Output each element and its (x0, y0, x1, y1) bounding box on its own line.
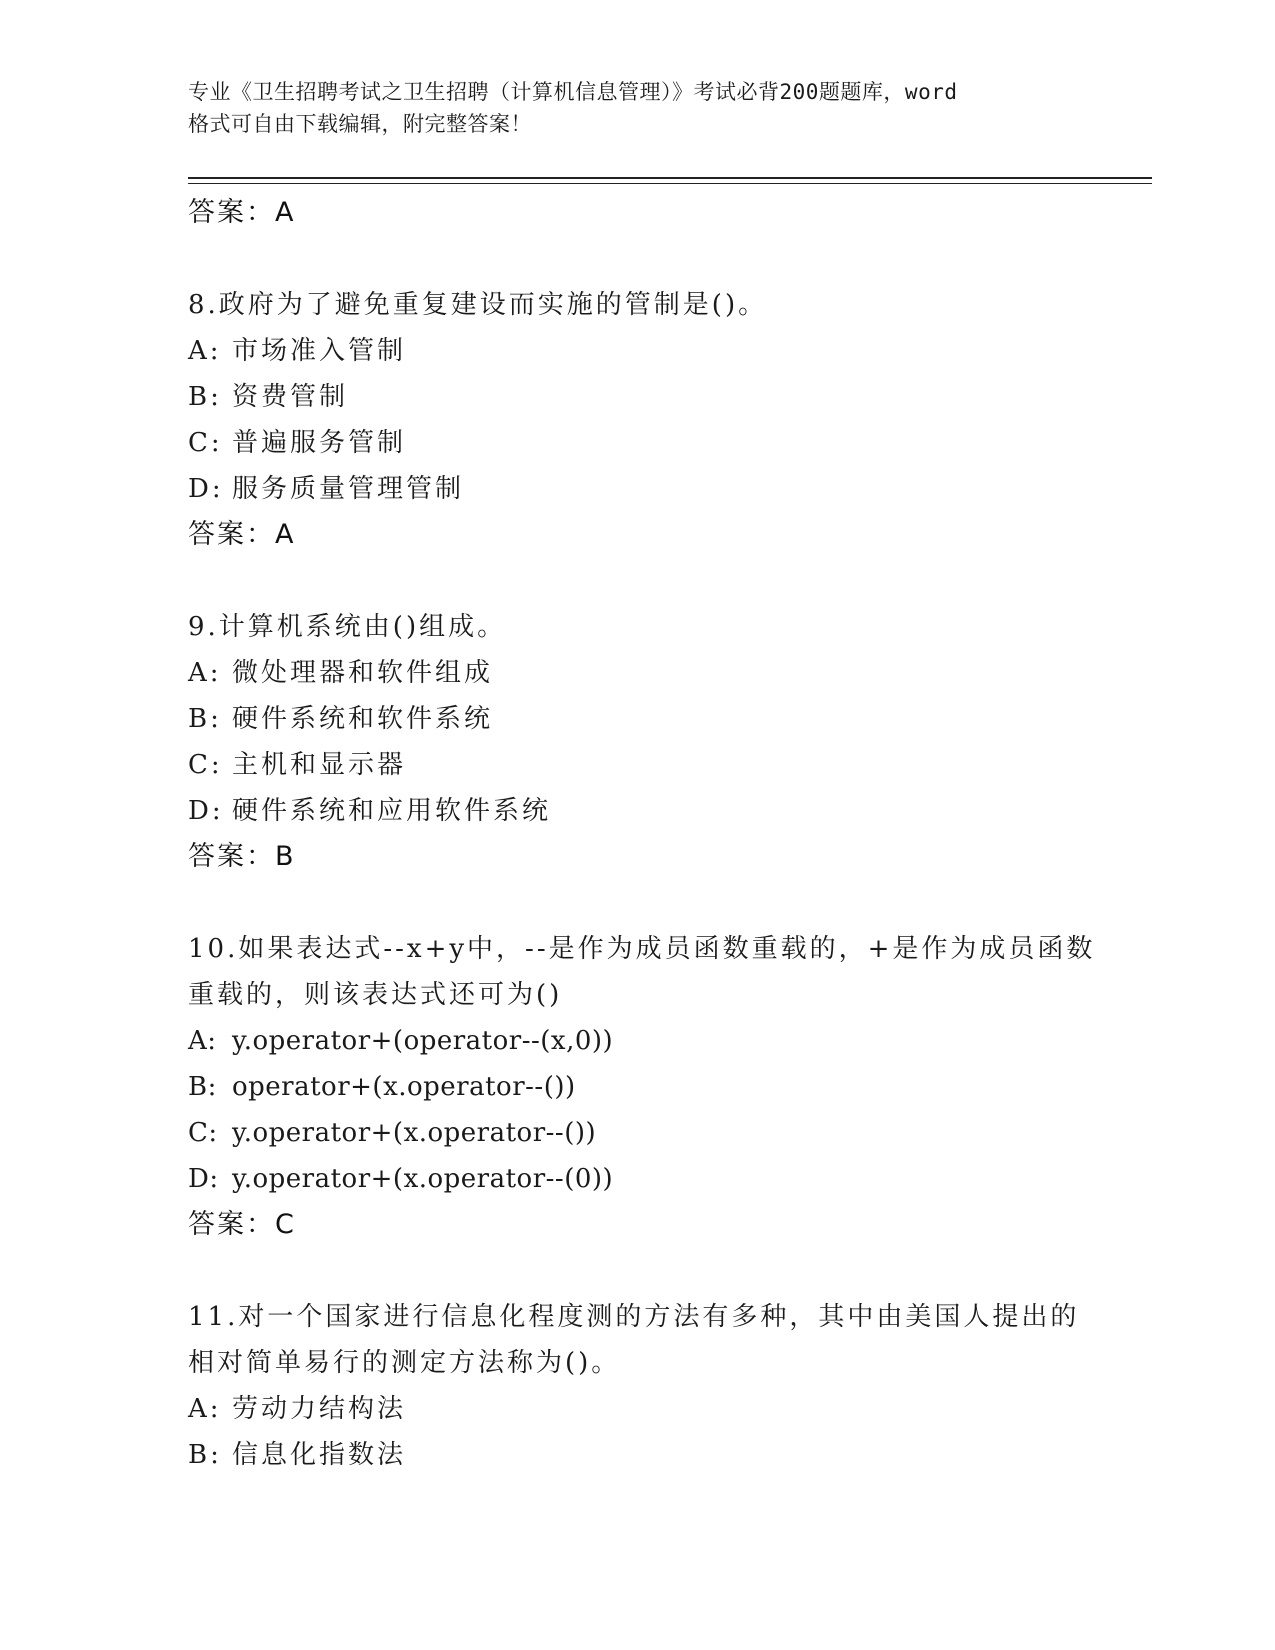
question-stem: 10.如果表达式--x+y中，--是作为成员函数重载的，+是作为成员函数 (188, 934, 1096, 964)
option-text: 微处理器和软件组成 (232, 658, 494, 688)
question-stem: 11.对一个国家进行信息化程度测的方法有多种，其中由美国人提出的 (188, 1302, 1080, 1332)
option-a (188, 328, 1088, 374)
option-text: 信息化指数法 (232, 1440, 407, 1470)
option-c (188, 420, 1088, 466)
question-8 (188, 282, 1088, 558)
option-text: operator+(x.operator--()) (232, 1072, 576, 1102)
option-key: C: (188, 1118, 218, 1148)
question-stem: 9.计算机系统由()组成。 (188, 612, 507, 642)
question-9 (188, 604, 1088, 880)
option-text: 主机和显示器 (232, 750, 407, 780)
answer-line: 答案：C (188, 1209, 296, 1240)
option-key: B: (188, 704, 222, 734)
option-a (188, 1018, 1088, 1064)
option-key: A: (188, 658, 222, 688)
option-c (188, 1110, 1088, 1156)
answer-line: 答案：A (188, 519, 296, 550)
question-list (188, 190, 1096, 1478)
question-stem: 8.政府为了避免重复建设而实施的管制是()。 (188, 290, 768, 320)
question-11 (188, 1294, 1088, 1478)
option-text: y.operator+(x.operator--(0)) (232, 1164, 614, 1194)
option-b (188, 374, 1088, 420)
answer-line: 答案：A (188, 197, 296, 228)
header-line-1: 专业《卫生招聘考试之卫生招聘（计算机信息管理）》考试必背200题题库，word (188, 80, 958, 104)
option-text: 资费管制 (232, 382, 349, 412)
question-stem-continued: 重载的，则该表达式还可为() (188, 980, 563, 1010)
option-key: D: (188, 796, 224, 826)
option-a (188, 1386, 1088, 1432)
header-divider-thin (188, 183, 1152, 184)
option-d (188, 788, 1088, 834)
spacer (188, 1248, 1088, 1294)
option-text: 硬件系统和软件系统 (232, 704, 494, 734)
document-header (188, 76, 1088, 140)
option-key: B: (188, 1440, 222, 1470)
option-b (188, 1064, 1088, 1110)
option-text: y.operator+(x.operator--()) (232, 1118, 597, 1148)
option-key: A: (188, 1394, 222, 1424)
spacer (188, 558, 1088, 604)
option-key: D: (188, 1164, 219, 1194)
question-stem-continued: 相对简单易行的测定方法称为()。 (188, 1348, 621, 1378)
option-text: 硬件系统和应用软件系统 (232, 796, 552, 826)
option-a (188, 650, 1088, 696)
option-text: 市场准入管制 (232, 336, 407, 366)
option-d (188, 466, 1088, 512)
spacer (188, 236, 1088, 282)
option-key: C: (188, 750, 223, 780)
option-key: B: (188, 382, 222, 412)
option-d (188, 1156, 1088, 1202)
option-key: A: (188, 336, 222, 366)
option-b (188, 1432, 1088, 1478)
option-text: y.operator+(operator--(x,0)) (232, 1026, 614, 1056)
spacer (188, 880, 1088, 926)
question-10 (188, 926, 1096, 1248)
option-key: A: (188, 1026, 217, 1056)
header-line-2: 格式可自由下载编辑，附完整答案！ (188, 112, 532, 136)
option-c (188, 742, 1088, 788)
answer-line: 答案：B (188, 841, 296, 872)
option-key: C: (188, 428, 223, 458)
option-key: D: (188, 474, 224, 504)
header-divider-thick (188, 177, 1152, 179)
option-text: 服务质量管理管制 (232, 474, 465, 504)
option-b (188, 696, 1088, 742)
option-text: 劳动力结构法 (232, 1394, 407, 1424)
option-key: B: (188, 1072, 217, 1102)
option-text: 普遍服务管制 (232, 428, 407, 458)
